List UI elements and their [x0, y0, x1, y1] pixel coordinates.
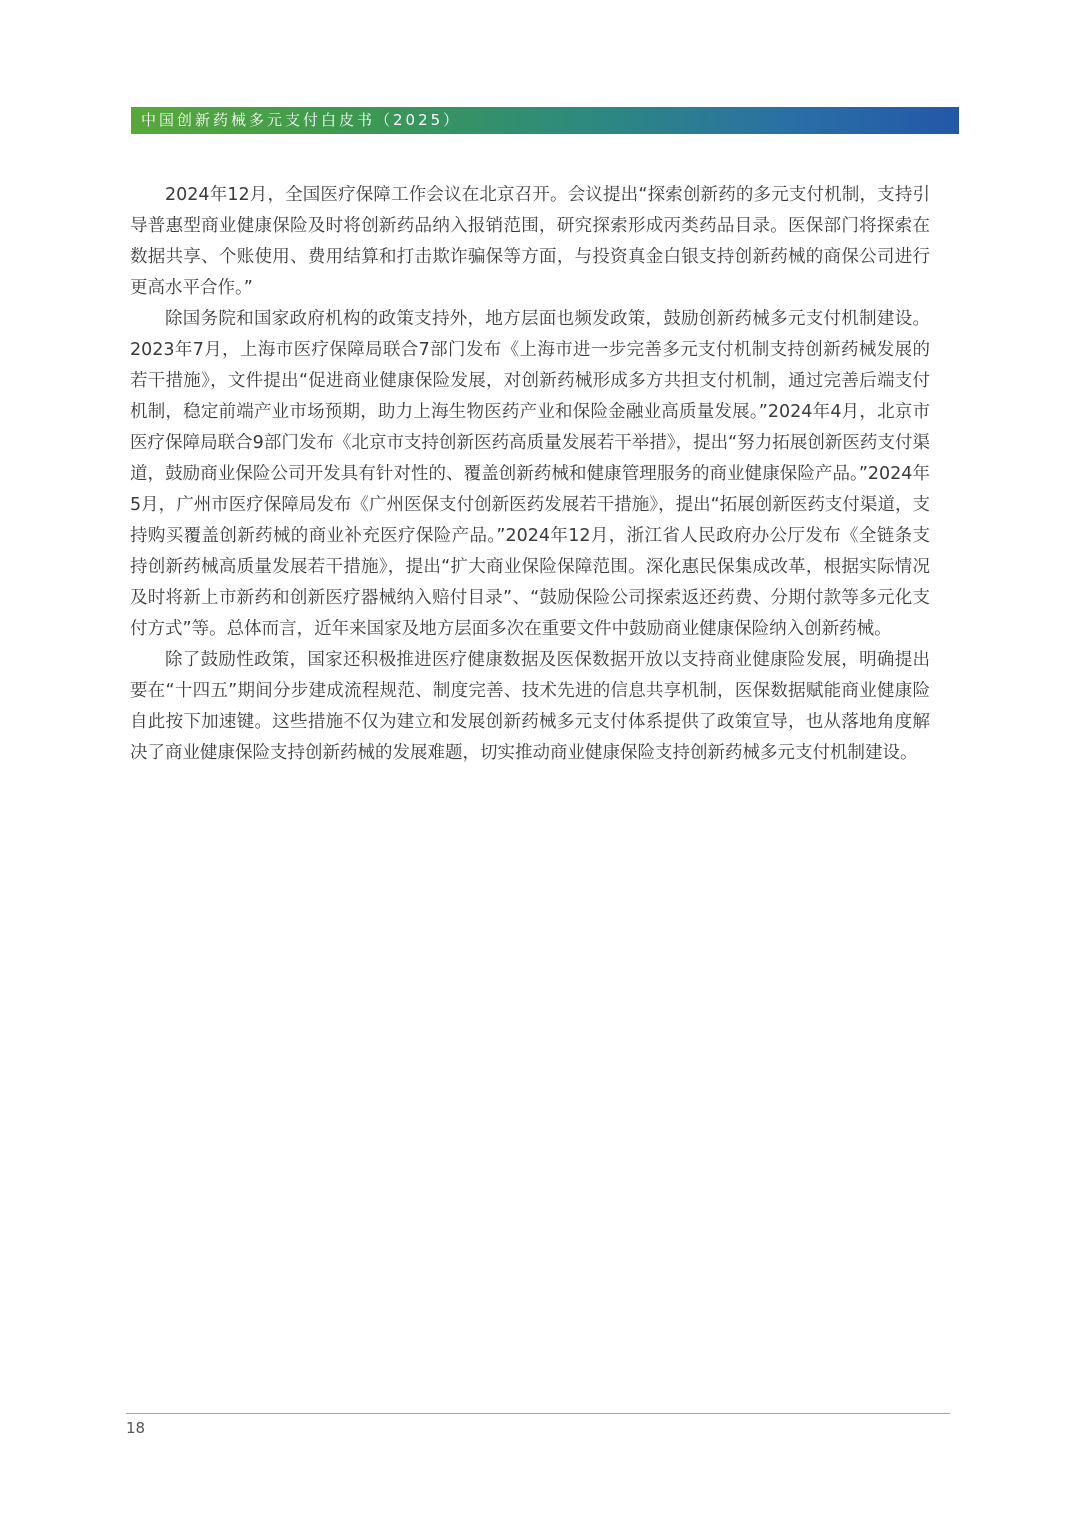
paragraph-3: 除了鼓励性政策，国家还积极推进医疗健康数据及医保数据开放以支持商业健康险发展，明确提出要在“十四五”期间分步建成流程规范、制度完善、技术先进的信息共享机制，医保数据赋能商业健康险自此按下加速键。这些措施不仅为建立和发展创新药械多元支付体系提供了政策宣导，也从落地角度解决了商业健康保险支持创新药械的发展难题，切实推动商业健康保险支持创新药械多元支付机制建设。: [130, 650, 930, 763]
page-number: 18: [126, 1419, 146, 1437]
body-text: [130, 180, 930, 769]
footer-divider: [126, 1413, 950, 1414]
paragraph-2: 除国务院和国家政府机构的政策支持外，地方层面也频发政策，鼓励创新药械多元支付机制建设。2023年7月，上海市医疗保障局联合7部门发布《上海市进一步完善多元支付机制支持创新药械发展的若干措施》，文件提出“促进商业健康保险发展，对创新药械形成多方共担支付机制，通过完善后端支付机制，稳定前端产业市场预期，助力上海生物医药产业和保险金融业高质量发展。”2024年4月，北京市医疗保障局联合9部门发布《北京市支持创新医药高质量发展若干举措》，提出“努力拓展创新医药支付渠道，鼓励商业保险公司开发具有针对性的、覆盖创新药械和健康管理服务的商业健康保险产品。”2024年5月，广州市医疗保障局发布《广州医保支付创新医药发展若干措施》，提出“拓展创新医药支付渠道，支持购买覆盖创新药械的商业补充医疗保险产品。”2024年12月，浙江省人民政府办公厅发布《全链条支持创新药械高质量发展若干措施》，提出“扩大商业保险保障范围。深化惠民保集成改革，根据实际情况及时将新上市新药和创新医疗器械纳入赔付目录”、“鼓励保险公司探索返还药费、分期付款等多元化支付方式”等。总体而言，近年来国家及地方层面多次在重要文件中鼓励商业健康保险纳入创新药械。: [130, 309, 930, 639]
header-band: [131, 107, 959, 134]
paragraph-1: 2024年12月，全国医疗保障工作会议在北京召开。会议提出“探索创新药的多元支付机制，支持引导普惠型商业健康保险及时将创新药品纳入报销范围，研究探索形成丙类药品目录。医保部门将探索在数据共享、个账使用、费用结算和打击欺诈骗保等方面，与投资真金白银支持创新药械的商保公司进行更高水平合作。”: [130, 185, 930, 298]
header-title: 中国创新药械多元支付白皮书（2025）: [141, 111, 462, 129]
